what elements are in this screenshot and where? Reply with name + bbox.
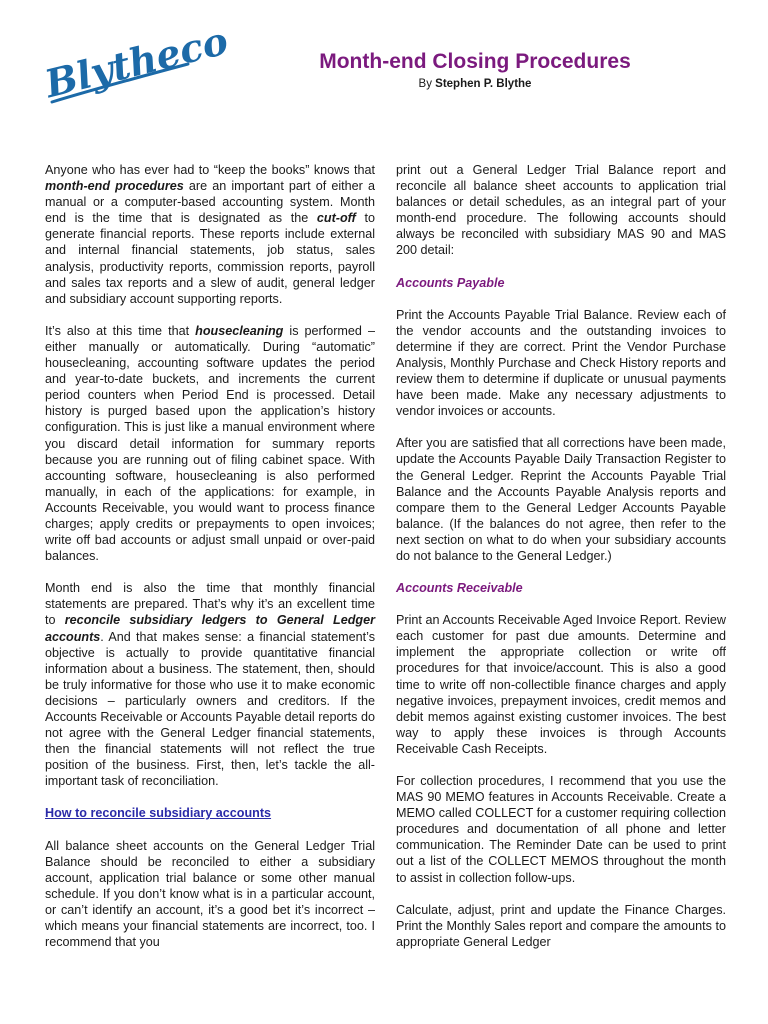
- emphasis-housecleaning: housecleaning: [195, 323, 284, 338]
- ar-paragraph-1: Print an Accounts Receivable Aged Invoice Report. Review each customer for past due amounts. Determine and implement the appropriate collection or write off procedures for that invoice/account. This is also a good time to write off non-collectible finance charges and apply negative invoices, prepayment invoices, credit memos and debit memos against existing customer invoices. The best way to apply these invoices is through Accounts Receivable Cash Receipts.: [396, 613, 726, 756]
- emphasis-month-end-procedures: month-end procedures: [45, 179, 184, 194]
- left-column: [45, 162, 375, 950]
- intro-paragraph: Anyone who has ever had to “keep the books” knows that month-end procedures are an important part of either a manual or a computer-based accounting system. Month end is the time that is designated as the cut-off to generate financial reports. These reports include external and internal financial statements, job status, sales analysis, productivity reports, commission reports, payroll and sales tax reports and a slew of audit, general ledger and subsidiary account supporting reports.: [45, 163, 375, 306]
- continued-paragraph: print out a General Ledger Trial Balance report and reconcile all balance sheet accounts to application trial balances or detail schedules, as an integral part of your month-end procedure. The following accounts should always be reconciled with subsidiary MAS 90 and MAS 200 detail:: [396, 163, 726, 258]
- section-link-reconcile[interactable]: How to reconcile subsidiary accounts: [45, 806, 272, 821]
- ap-paragraph-2: After you are satisfied that all corrections have been made, update the Accounts Payable Daily Transaction Register to the General Ledger. Reprint the Accounts Payable Trial Balance and the Accounts Payable Analysis reports and compare them to the General Ledger Accounts Payable balance. (If the balances do not agree, then refer to the next section on what to do when your subsidiary accounts do not balance to the General Ledger.): [396, 436, 726, 563]
- ar-paragraph-3: Calculate, adjust, print and update the Finance Charges. Print the Monthly Sales report and compare the amounts to appropriate General Ledger: [396, 902, 726, 949]
- heading-accounts-receivable: Accounts Receivable: [396, 581, 523, 596]
- emphasis-reconcile: reconcile subsidiary ledgers to General Ledger accounts: [45, 613, 375, 644]
- ar-paragraph-2: For collection procedures, I recommend that you use the MAS 90 MEMO features in Accounts Receivable. Create a MEMO called COLLECT for a customer requiring collection procedures and documentation of all phone and letter communication. The Reminder Date can be used to print out a list of the COLLECT MEMOS throughout the month to assist in collection follow-ups.: [396, 774, 726, 885]
- logo-wordmark: Blytheco: [40, 17, 233, 107]
- byline: [260, 78, 690, 90]
- author-name: Stephen P. Blythe: [435, 78, 532, 90]
- ap-paragraph-1: Print the Accounts Payable Trial Balance. Review each of the vendor accounts and the outstanding invoices to determine if they are correct. Print the Vendor Purchase Analysis, Monthly Purchase and Check History reports and review them to determine if duplicate or unusual payments have been made. Make any necessary adjustments to vendor invoices or accounts.: [396, 307, 726, 419]
- heading-accounts-payable: Accounts Payable: [396, 275, 505, 290]
- financial-statements-paragraph: Month end is also the time that monthly financial statements are prepared. That’s why it’s an excellent time to reconcile subsidiary ledgers to General Ledger accounts. And that makes sense: a financial statement’s objective is actually to provide quantitative financial information about a business. The statement, then, should be truly informative for those who use it to make economic decisions – particularly owners and creditors. If the Accounts Receivable or Accounts Payable detail reports do not agree with the General Ledger financial statements, then the financial statements will not reflect the true position of the business. First, then, let’s tackle the all-important task of reconciliation.: [45, 581, 375, 789]
- emphasis-cut-off: cut-off: [316, 211, 356, 226]
- reconcile-paragraph: All balance sheet accounts on the General Ledger Trial Balance should be reconciled to either a subsidiary account, application trial balance or some other manual schedule. If you don’t know what is in a particular account, or can’t identify an account, it’s a good bet it’s incorrect – which means your financial statements are incorrect, too. I recommend that you: [45, 838, 375, 950]
- document-title: Month-end Closing Procedures: [319, 50, 631, 73]
- housecleaning-paragraph: It’s also at this time that housecleaning is performed – either manually or automatically. During “automatic” housecleaning, accounting software updates the period and year-to-date buckets, and increments the current period counters when Period End is processed. Detail history is purged based upon the application’s history configuration. This is just like a manual environment where you discard detail information for summary reports because you are running out of filing cabinet space. With accounting software, housecleaning is also performed manually, in each of the applications: for example, in Accounts Receivable, you would want to process finance charges; apply credits or prepayments to open invoices; write off bad accounts or adjust small unpaid or over-paid balances.: [45, 323, 375, 564]
- right-column: [396, 162, 726, 950]
- byline-prefix: By: [418, 78, 432, 90]
- blytheco-logo: [38, 17, 233, 118]
